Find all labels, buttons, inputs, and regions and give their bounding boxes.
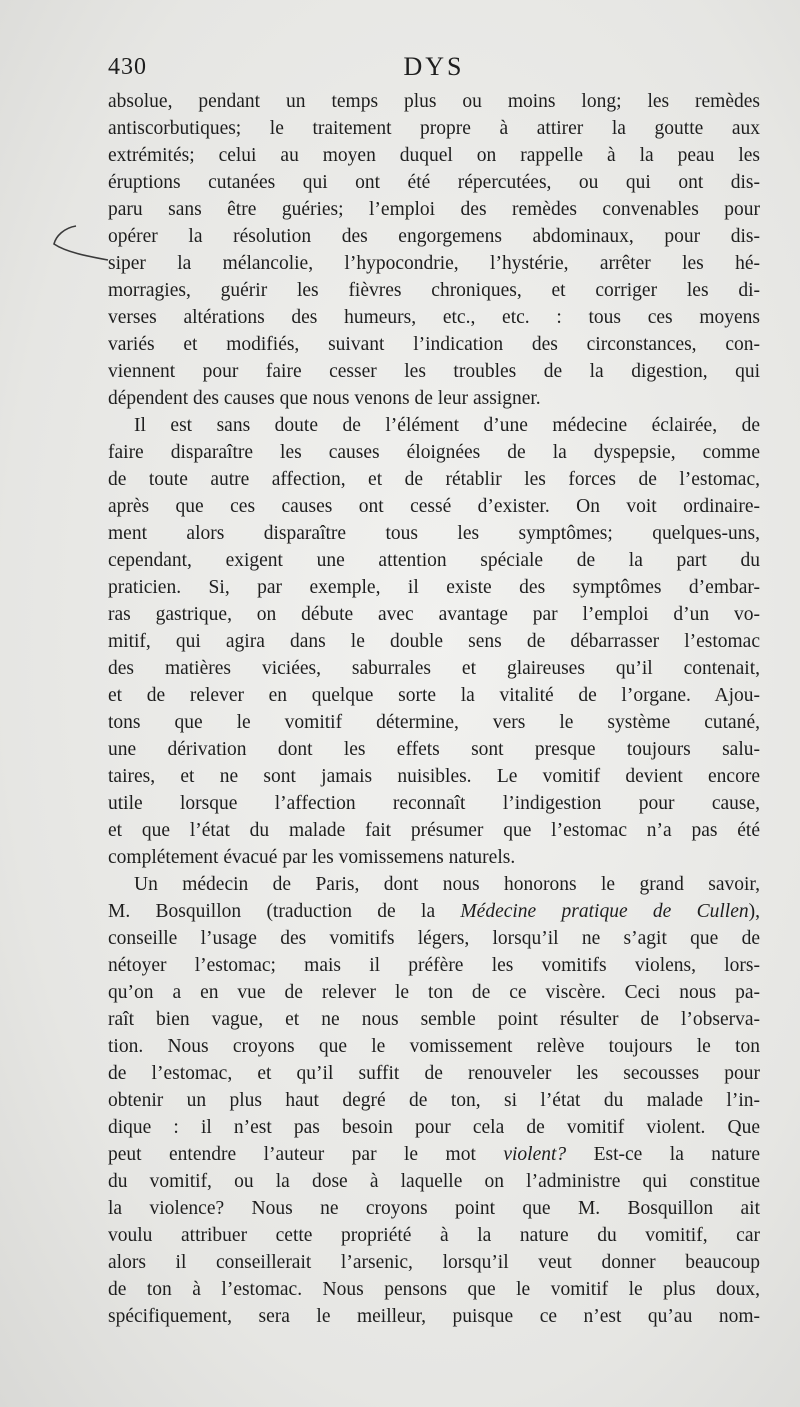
text-line: ras gastrique, on débute avec avantage par l’emploi d’un vo-	[108, 604, 760, 625]
text-line: Il est sans doute de l’élément d’une médecine éclairée, de	[134, 415, 760, 436]
text-line: la violence? Nous ne croyons point que M. Bosquillon ait	[108, 1198, 760, 1219]
text-line: siper la mélancolie, l’hypocondrie, l’hystérie, arrêter les hé-	[108, 253, 760, 274]
text-line: viennent pour faire cesser les troubles de la digestion, qui	[108, 361, 760, 382]
text-line: variés et modifiés, suivant l’indication des circonstances, con-	[108, 334, 760, 355]
text-line: praticien. Si, par exemple, il existe des symptômes d’embar-	[108, 577, 760, 598]
text-line: paru sans être guéries; l’emploi des remèdes convenables pour	[108, 199, 760, 220]
italic-phrase: Médecine pratique de Cullen	[460, 901, 749, 922]
page-number: 430	[108, 54, 147, 80]
running-head: DYS	[403, 52, 465, 81]
text-line: tion. Nous croyons que le vomissement relève toujours le ton	[108, 1036, 760, 1057]
text-line: taires, et ne sont jamais nuisibles. Le vomitif devient encore	[108, 766, 760, 787]
text-line: de ton à l’estomac. Nous pensons que le vomitif le plus doux,	[108, 1279, 760, 1300]
text-line: tons que le vomitif détermine, vers le système cutané,	[108, 712, 760, 733]
text-line: M. Bosquillon (traduction de la Médecine pratique de Cullen),	[108, 901, 760, 922]
text-line: ment alors disparaître tous les symptômes; quelques-uns,	[108, 523, 760, 544]
text-line: après que ces causes ont cessé d’exister. On voit ordinaire-	[108, 496, 760, 517]
text-line: opérer la résolution des engorgemens abdominaux, pour dis-	[108, 226, 760, 247]
text-line: verses altérations des humeurs, etc., etc. : tous ces moyens	[108, 307, 760, 328]
text-line: du vomitif, ou la dose à laquelle on l’administre qui constitue	[108, 1171, 760, 1192]
text-line: une dérivation dont les effets sont presque toujours salu-	[108, 739, 760, 760]
paragraph	[108, 412, 760, 871]
text-line: morragies, guérir les fièvres chroniques, et corriger les di-	[108, 280, 760, 301]
text-line: spécifiquement, sera le meilleur, puisque ce n’est qu’au nom-	[108, 1306, 760, 1327]
text-line: Un médecin de Paris, dont nous honorons le grand savoir,	[134, 874, 760, 895]
text-line: obtenir un plus haut degré de ton, si l’état du malade l’in-	[108, 1090, 760, 1111]
text-line: de l’estomac, et qu’il suffit de renouveler les secousses pour	[108, 1063, 760, 1084]
text-line: antiscorbutiques; le traitement propre à attirer la goutte aux	[108, 118, 760, 139]
text-line: et de relever en quelque sorte la vitalité de l’organe. Ajou-	[108, 685, 760, 706]
text-line: dépendent des causes que nous venons de leur assigner.	[108, 388, 541, 409]
text-line: voulu attribuer cette propriété à la nature du vomitif, car	[108, 1225, 760, 1246]
text-line: alors il conseillerait l’arsenic, lorsqu’il veut donner beaucoup	[108, 1252, 760, 1273]
text-line: utile lorsque l’affection reconnaît l’indigestion pour cause,	[108, 793, 760, 814]
text-line: de toute autre affection, et de rétablir les forces de l’estomac,	[108, 469, 760, 490]
paragraph	[108, 871, 760, 1330]
page-header	[108, 52, 760, 88]
text-line: conseille l’usage des vomitifs légers, lorsqu’il ne s’agit que de	[108, 928, 760, 949]
text-line: mitif, qui agira dans le double sens de débarrasser l’estomac	[108, 631, 760, 652]
text-line: cependant, exigent une attention spéciale de la part du	[108, 550, 760, 571]
text-line: raît bien vague, et ne nous semble point résulter de l’observa-	[108, 1009, 760, 1030]
text-line: qu’on a en vue de relever le ton de ce viscère. Ceci nous pa-	[108, 982, 760, 1003]
text-line: des matières viciées, saburrales et glaireuses qu’il contenait,	[108, 658, 760, 679]
text-line: dique : il n’est pas besoin pour cela de vomitif violent. Que	[108, 1117, 760, 1138]
text-line: absolue, pendant un temps plus ou moins long; les remèdes	[108, 91, 760, 112]
text-line: faire disparaître les causes éloignées de la dyspepsie, comme	[108, 442, 760, 463]
margin-bracket-mark	[46, 222, 110, 264]
text-line: extrémités; celui au moyen duquel on rappelle à la peau les	[108, 145, 760, 166]
italic-phrase: violent?	[503, 1144, 567, 1165]
text-line: complétement évacué par les vomissemens naturels.	[108, 847, 516, 868]
text-line: et que l’état du malade fait présumer que l’estomac n’a pas été	[108, 820, 760, 841]
body-text	[108, 88, 760, 1330]
text-line: éruptions cutanées qui ont été répercutées, ou qui ont dis-	[108, 172, 760, 193]
text-line: peut entendre l’auteur par le mot violent? Est-ce la nature	[108, 1144, 760, 1165]
text-line: nétoyer l’estomac; mais il préfère les vomitifs violens, lors-	[108, 955, 760, 976]
paragraph	[108, 88, 760, 412]
